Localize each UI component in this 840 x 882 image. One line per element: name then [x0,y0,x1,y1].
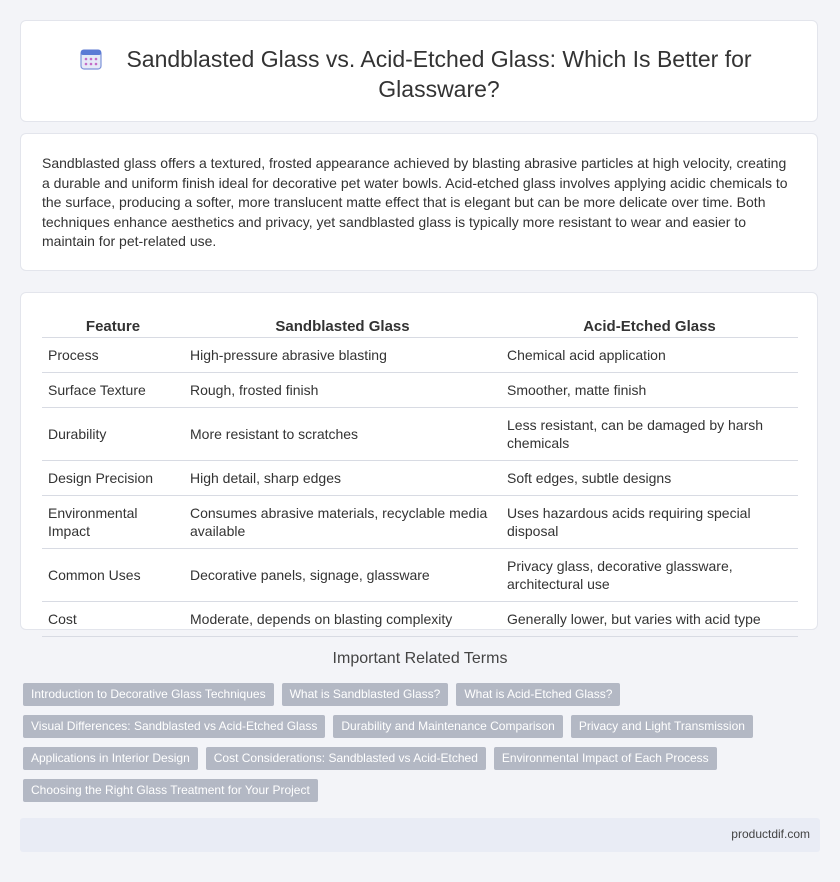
cell-acid-etched: Less resistant, can be damaged by harsh chemicals [501,408,798,461]
cell-acid-etched: Privacy glass, decorative glassware, architectural use [501,549,798,602]
cell-acid-etched: Generally lower, but varies with acid type [501,602,798,637]
cell-sandblasted: Moderate, depends on blasting complexity [184,602,501,637]
footer-site-name[interactable]: productdif.com [731,827,810,841]
table-row [42,602,798,637]
cell-acid-etched: Chemical acid application [501,338,798,373]
related-term-chip[interactable]: Privacy and Light Transmission [571,715,753,738]
cell-sandblasted: More resistant to scratches [184,408,501,461]
header-acid-etched: Acid-Etched Glass [501,315,798,338]
cell-feature: Environmental Impact [42,496,184,549]
table-row [42,461,798,496]
related-term-chip[interactable]: Introduction to Decorative Glass Techniques [23,683,274,706]
related-terms-list [23,683,803,802]
footer [20,818,820,852]
cell-acid-etched: Soft edges, subtle designs [501,461,798,496]
cell-sandblasted: Rough, frosted finish [184,373,501,408]
cell-feature: Cost [42,602,184,637]
cell-feature: Process [42,338,184,373]
cell-sandblasted: High-pressure abrasive blasting [184,338,501,373]
related-term-chip[interactable]: Environmental Impact of Each Process [494,747,717,770]
table-row [42,408,798,461]
cell-acid-etched: Smoother, matte finish [501,373,798,408]
cell-feature: Common Uses [42,549,184,602]
related-term-chip[interactable]: Durability and Maintenance Comparison [333,715,562,738]
cell-feature: Durability [42,408,184,461]
table-header-row [42,315,798,338]
cell-sandblasted: Decorative panels, signage, glassware [184,549,501,602]
cell-feature: Surface Texture [42,373,184,408]
related-term-chip[interactable]: Cost Considerations: Sandblasted vs Acid-Etched [206,747,486,770]
table-row [42,549,798,602]
intro-card [20,133,818,271]
table-row [42,373,798,408]
cell-sandblasted: High detail, sharp edges [184,461,501,496]
cell-sandblasted: Consumes abrasive materials, recyclable media available [184,496,501,549]
page-title: Sandblasted Glass vs. Acid-Etched Glass: Which Is Better for Glassware? [126,46,752,102]
header-sandblasted: Sandblasted Glass [184,315,501,338]
related-term-chip[interactable]: What is Acid-Etched Glass? [456,683,620,706]
related-term-chip[interactable]: Choosing the Right Glass Treatment for Your Project [23,779,318,802]
related-term-chip[interactable]: Applications in Interior Design [23,747,198,770]
table-row [42,338,798,373]
header-feature: Feature [42,315,184,338]
table-row [42,496,798,549]
intro-paragraph: Sandblasted glass offers a textured, frosted appearance achieved by blasting abrasive particles at high velocity, creating a durable and uniform finish ideal for decorative pet water bowls. Acid-etched glass involves applying acidic chemicals to the surface, producing a softer, more translucent matte effect that is elegant but can be more delicate over time. Both techniques enhance aesthetics and privacy, yet sandblasted glass is typically more resistant to wear and easier to maintain for pet-related use. [42,155,788,249]
comparison-card [20,292,818,630]
related-term-chip[interactable]: What is Sandblasted Glass? [282,683,449,706]
related-term-chip[interactable]: Visual Differences: Sandblasted vs Acid-Etched Glass [23,715,325,738]
title-card [20,20,818,122]
related-terms-title: Important Related Terms [332,650,508,667]
comparison-table [42,315,798,637]
cell-acid-etched: Uses hazardous acids requiring special disposal [501,496,798,549]
cell-feature: Design Precision [42,461,184,496]
